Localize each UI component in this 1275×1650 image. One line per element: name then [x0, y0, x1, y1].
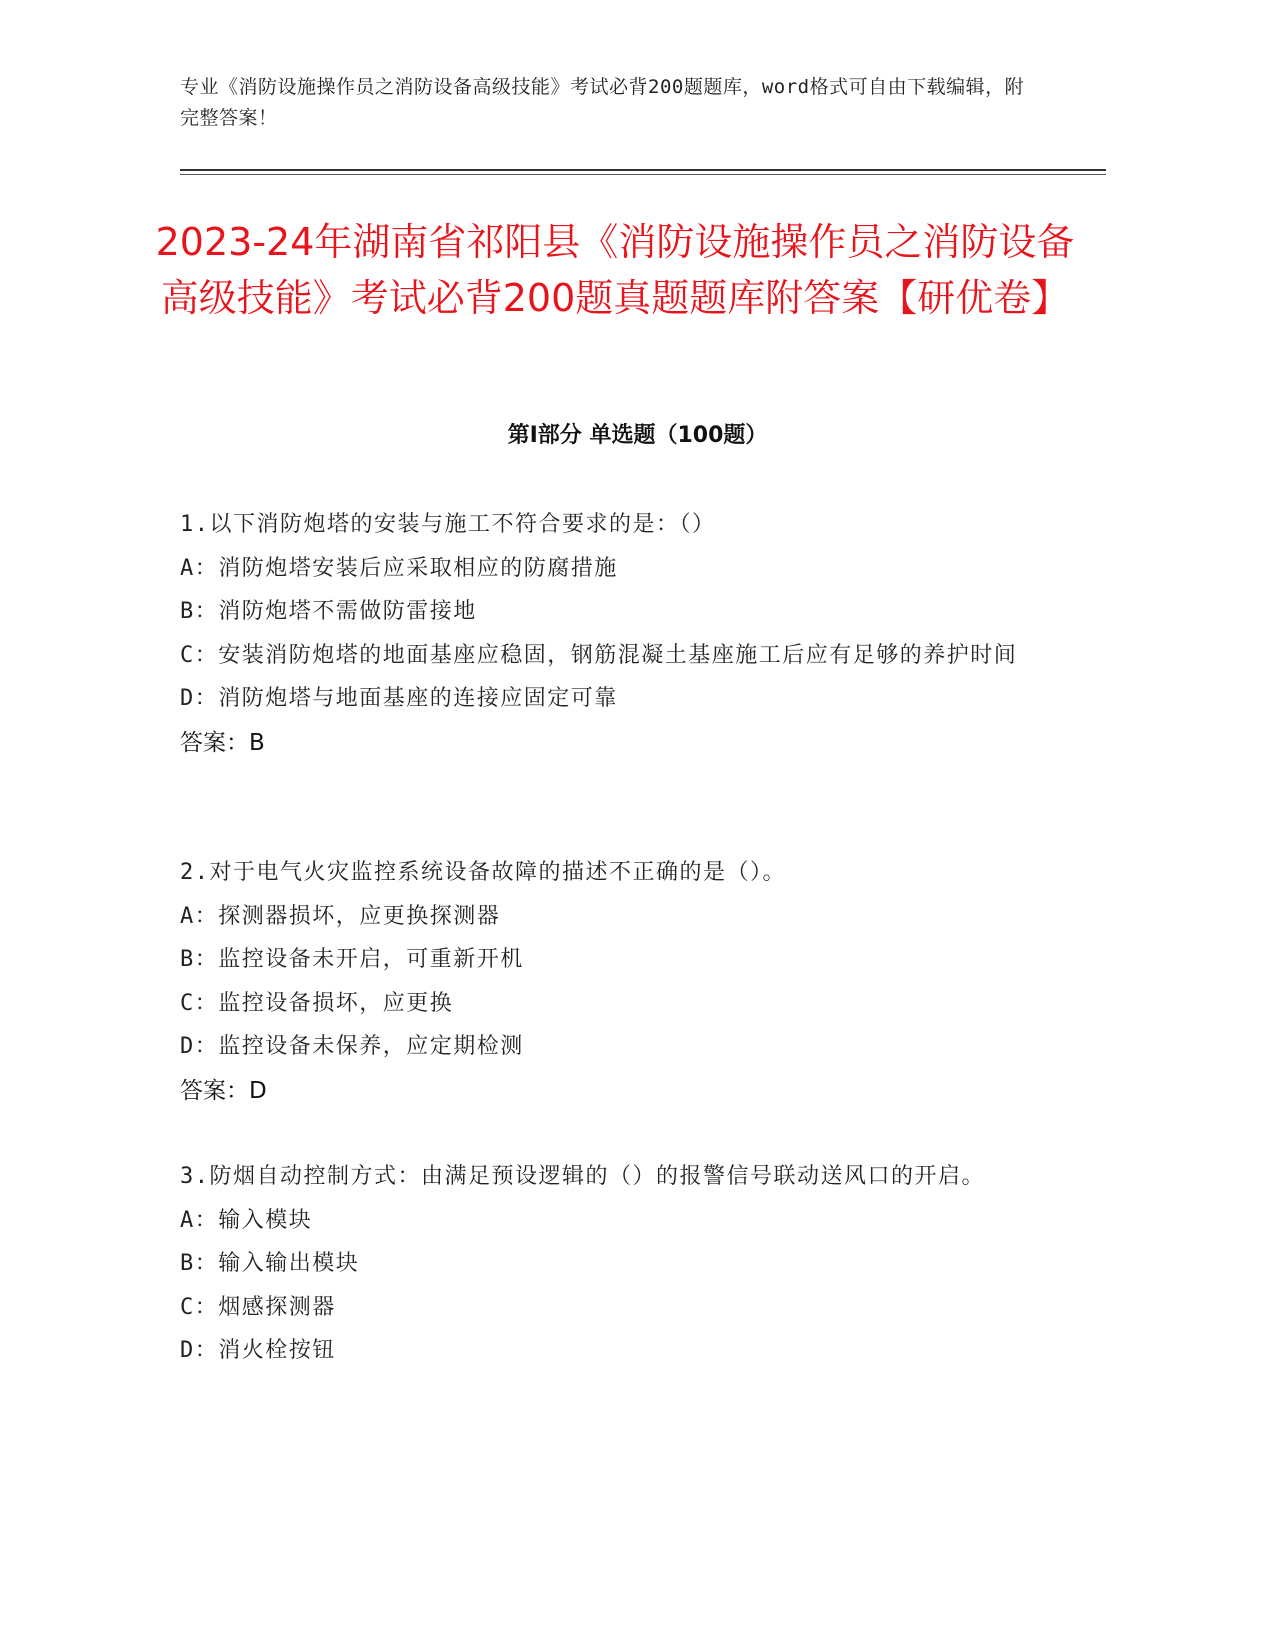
header-note: 专业《消防设施操作员之消防设备高级技能》考试必背200题题库，word格式可自由下载编辑，附完整答案！	[180, 76, 1025, 129]
question-2	[180, 851, 1040, 1113]
option-b: B：监控设备未开启，可重新开机	[180, 947, 524, 972]
question-stem: 1.以下消防炮塔的安装与施工不符合要求的是：（）	[180, 512, 716, 537]
option-a: A：探测器损坏，应更换探测器	[180, 903, 501, 929]
option-b: B：输入输出模块	[180, 1251, 360, 1276]
header-divider-thick	[180, 169, 1106, 171]
option-b: B：消防炮塔不需做防雷接地	[180, 599, 477, 624]
option-d: D：消火栓按钮	[180, 1338, 336, 1363]
answer: 答案：B	[180, 729, 265, 756]
answer: 答案：D	[180, 1077, 267, 1104]
option-d: D：消防炮塔与地面基座的连接应固定可靠	[180, 686, 618, 711]
question-stem: 3.防烟自动控制方式：由满足预设逻辑的（）的报警信号联动送风口的开启。	[180, 1164, 985, 1189]
question-1	[180, 503, 1040, 765]
option-a: A：输入模块	[180, 1207, 313, 1233]
option-c: C：监控设备损坏，应更换	[180, 990, 454, 1016]
option-a: A：消防炮塔安装后应采取相应的防腐措施	[180, 555, 618, 581]
question-stem: 2.对于电气火灾监控系统设备故障的描述不正确的是（）。	[180, 860, 786, 885]
option-c: C：烟感探测器	[180, 1294, 336, 1320]
option-c: C：安装消防炮塔的地面基座应稳固，钢筋混凝土基座施工后应有足够的养护时间	[180, 642, 1018, 668]
option-d: D：监控设备未保养，应定期检测	[180, 1034, 524, 1059]
section-heading: 第Ⅰ部分 单选题（100题）	[507, 423, 768, 448]
document-title: 2023-24年湖南省祁阳县《消防设施操作员之消防设备高级技能》考试必背200题真题题库附答案【研优卷】	[155, 220, 1075, 320]
header-divider-thin	[180, 174, 1106, 175]
question-3	[180, 1155, 1040, 1373]
